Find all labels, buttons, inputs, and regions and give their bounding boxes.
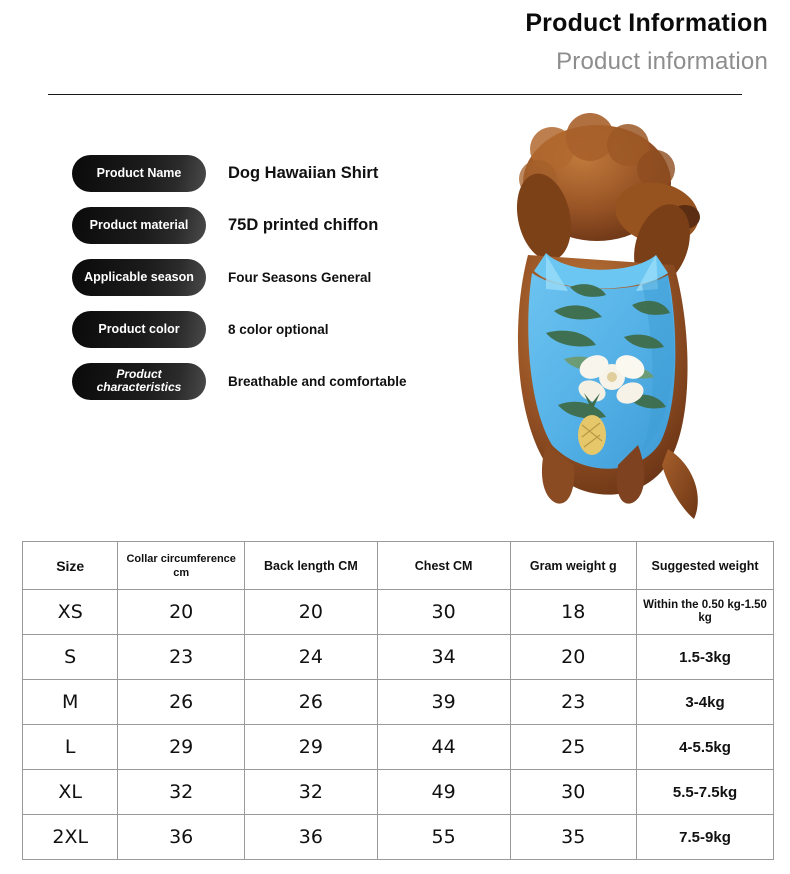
cell-collar: 23 [118,635,245,680]
col-header-gram-weight: Gram weight g [510,542,637,590]
spec-label-product-color: Product color [72,311,206,348]
cell-gram-weight: 35 [510,815,637,860]
cell-back-length: 24 [244,635,377,680]
spec-row [72,361,452,401]
spec-row [72,309,452,349]
product-overview-section [0,95,790,455]
cell-size: L [23,725,118,770]
cell-suggested-weight: 7.5-9kg [637,815,774,860]
cell-size: 2XL [23,815,118,860]
spec-row [72,205,452,245]
cell-size: S [23,635,118,680]
product-photo [442,105,772,525]
spec-label-product-name: Product Name [72,155,206,192]
table-row [23,815,774,860]
cell-size: XL [23,770,118,815]
cell-gram-weight: 20 [510,635,637,680]
spec-value-product-characteristics: Breathable and comfortable [228,373,407,389]
cell-back-length: 29 [244,725,377,770]
page-title: Product Information [525,9,768,37]
spec-row [72,257,452,297]
cell-chest: 49 [377,770,510,815]
spec-label-product-material: Product material [72,207,206,244]
size-table-container [22,541,774,860]
cell-collar: 26 [118,680,245,725]
table-row [23,680,774,725]
cell-gram-weight: 18 [510,590,637,635]
cell-collar: 20 [118,590,245,635]
spec-label-applicable-season: Applicable season [72,259,206,296]
cell-collar: 32 [118,770,245,815]
cell-size: M [23,680,118,725]
cell-chest: 30 [377,590,510,635]
cell-gram-weight: 23 [510,680,637,725]
col-header-chest: Chest CM [377,542,510,590]
table-row [23,770,774,815]
col-header-suggested-weight: Suggested weight [637,542,774,590]
col-header-size: Size [23,542,118,590]
cell-collar: 29 [118,725,245,770]
size-table [22,541,774,860]
cell-back-length: 20 [244,590,377,635]
cell-collar: 36 [118,815,245,860]
table-header-row [23,542,774,590]
dog-illustration [442,105,772,525]
cell-chest: 34 [377,635,510,680]
spec-value-product-name: Dog Hawaiian Shirt [228,163,379,182]
cell-suggested-weight: 5.5-7.5kg [637,770,774,815]
cell-back-length: 36 [244,815,377,860]
cell-gram-weight: 30 [510,770,637,815]
cell-chest: 44 [377,725,510,770]
col-header-back-length: Back length CM [244,542,377,590]
cell-back-length: 32 [244,770,377,815]
cell-chest: 55 [377,815,510,860]
table-row [23,725,774,770]
cell-suggested-weight: 4-5.5kg [637,725,774,770]
spec-list [72,153,452,413]
col-header-collar: Collar circumference cm [118,542,245,590]
table-row [23,590,774,635]
cell-suggested-weight: 3-4kg [637,680,774,725]
cell-chest: 39 [377,680,510,725]
spec-row [72,153,452,193]
page-subtitle: Product information [556,48,768,75]
spec-value-product-color: 8 color optional [228,321,329,337]
table-row [23,635,774,680]
cell-back-length: 26 [244,680,377,725]
spec-value-applicable-season: Four Seasons General [228,269,372,285]
spec-value-product-material: 75D printed chiffon [228,215,379,234]
page-header [0,0,790,80]
cell-gram-weight: 25 [510,725,637,770]
cell-size: XS [23,590,118,635]
spec-label-product-characteristics: Product characteristics [72,363,206,400]
cell-suggested-weight: 1.5-3kg [637,635,774,680]
cell-suggested-weight: Within the 0.50 kg-1.50 kg [637,590,774,635]
